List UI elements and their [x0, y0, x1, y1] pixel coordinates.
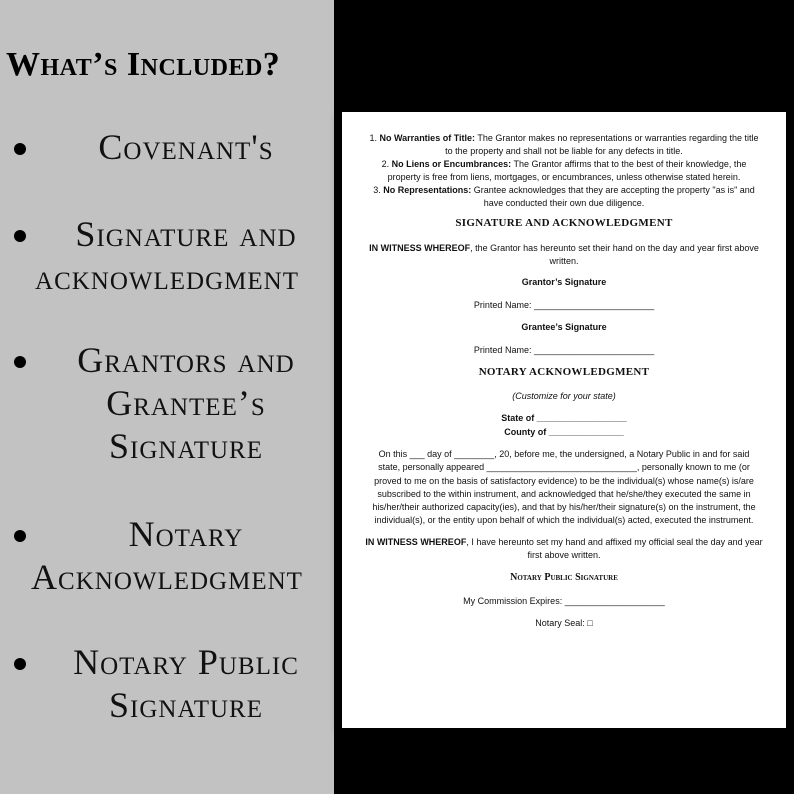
paragraph-line: his/her/their authorized capacity(ies), and that by his/her/their signature(s) on the instrument, the	[372, 502, 756, 513]
list-item-line: Signature and	[75, 214, 297, 254]
grantor-printed-name: Printed Name: ________________________	[473, 300, 655, 310]
covenant-item	[342, 132, 786, 157]
whats-included-heading: What’s Included?	[6, 46, 281, 83]
left-panel	[0, 0, 334, 794]
witness-bold: IN WITNESS WHEREOF	[369, 243, 471, 253]
grantee-signature-label: Grantee’s Signature	[521, 322, 607, 332]
covenant-text: have conducted their own due diligence.	[483, 197, 645, 208]
paragraph-line: On this ___ day of ________, 20, before me, the undersigned, a Notary Public in and for said	[378, 449, 750, 459]
witness-text: written.	[549, 255, 579, 266]
list-item-line: Grantors and	[77, 340, 295, 380]
list-item-line: Signature	[108, 685, 263, 725]
covenant-title: No Warranties of Title:	[379, 133, 476, 143]
covenant-title: No Representations:	[383, 185, 472, 195]
covenant-text: Grantee acknowledges that they are accepting the property "as is" and	[473, 185, 755, 195]
covenant-text: The Grantor makes no representations or warranties regarding the title	[477, 133, 759, 143]
notary-heading: NOTARY ACKNOWLEDGMENT	[478, 366, 650, 378]
witness-bold: IN WITNESS WHEREOF	[365, 537, 467, 547]
list-item-line: acknowledgment	[35, 257, 299, 297]
witness-text: , I have hereunto set my hand and affixed my official seal the day and year	[466, 537, 763, 547]
list-item-text	[0, 339, 334, 468]
notary-public-signature-label: Notary Public Signature	[510, 572, 618, 583]
covenant-number: 2.	[381, 159, 390, 169]
list-item-line: Grantee’s	[106, 383, 266, 423]
county-of-field: County of _______________	[504, 427, 624, 437]
covenant-number: 1.	[369, 133, 377, 143]
covenant-title: No Liens or Encumbrances:	[391, 159, 512, 169]
list-item-text	[0, 213, 334, 299]
witness-text: first above written.	[527, 549, 601, 560]
witness-paragraph-2	[342, 536, 786, 561]
document-page	[342, 112, 786, 728]
signature-heading: SIGNATURE AND ACKNOWLEDGMENT	[455, 217, 673, 229]
covenant-item	[342, 184, 786, 209]
commission-expires-field: My Commission Expires: ____________________	[463, 596, 665, 606]
state-of-field: State of __________________	[501, 413, 627, 423]
list-item-text	[0, 126, 334, 169]
witness-paragraph	[342, 242, 786, 267]
paragraph-line: subscribed to the within instrument, and acknowledged that he/she/they executed the same in	[377, 488, 751, 499]
notary-seal-field: Notary Seal: □	[535, 618, 593, 628]
list-item-line: Notary	[128, 514, 244, 554]
covenant-text: to the property and shall not be liable for any defects in title.	[445, 145, 683, 156]
customize-note: (Customize for your state)	[512, 391, 616, 401]
grantor-signature-label: Grantor’s Signature	[521, 277, 607, 287]
paragraph-line: state, personally appeared ______________________________, personally known to me (or	[378, 462, 750, 473]
list-item-line: Acknowledgment	[31, 557, 303, 597]
paragraph-line: individual(s), or the entity upon behalf of which the individual(s) acted, executed the instrument.	[374, 515, 754, 526]
covenant-item	[342, 158, 786, 183]
paragraph-line: proved to me on the basis of satisfactory evidence) to be the individual(s) whose name(s) is/are	[374, 475, 754, 486]
list-item-line: Notary Public	[73, 642, 299, 682]
list-item-text	[0, 513, 334, 599]
grantee-printed-name: Printed Name: ________________________	[473, 345, 655, 355]
list-item-line: Signature	[108, 426, 263, 466]
notary-paragraph	[342, 448, 786, 528]
list-item-text	[0, 641, 334, 727]
list-item-line: Covenant's	[98, 127, 274, 167]
covenant-text: The Grantor affirms that to the best of their knowledge, the	[513, 159, 747, 169]
witness-text: , the Grantor has hereunto set their hand on the day and year first above	[470, 243, 759, 253]
covenant-number: 3.	[373, 185, 381, 195]
covenant-text: property is free from liens, mortgages, or encumbrances, unless otherwise stated herein.	[387, 171, 741, 182]
